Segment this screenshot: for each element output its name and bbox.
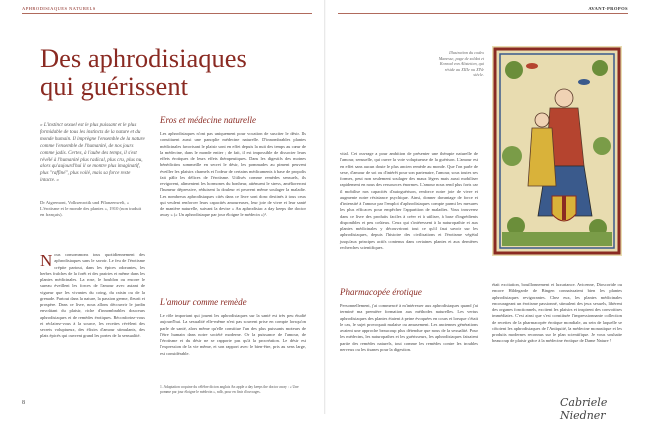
section-heading-amour: L'amour comme remède (160, 297, 247, 307)
title-line-2: qui guérissent (40, 71, 188, 101)
illustration-caption: Illustration du codex Manesse, page de soldat et Konrad von Altstetten, qui réside au XIIIe ou XIVe siècle. (438, 50, 484, 77)
section-text-pharma: Personnellement, j'ai commencé à m'intéresser aux aphrodisiaques quand j'ai terminé ma première formation aux méthodes naturelles. Les vertus aphrodisiaques des plantes étaient à peine évoquées en cours et lorsque c'était le cas, le sujet provoquait malaise ou amusement. Les anciennes générations avaient une approche beaucoup plus détendue que nous de la sexualité. Pour les médecins, les naturopathes et les guérisseurs, les aphrodisiaques faisaient partie des remèdes naturels, tout comme les remèdes contre les troubles nerveux ou les tisanes pour la digestion. (340, 303, 478, 352)
page-title (40, 44, 320, 100)
body-text-right-1: vital. Cet ouvrage a pour ambition de présenter une thérapie naturelle de l'amour, sensuelle, qui ouvre la voie voluptueuse de la guérison. L'amour est en effet sans aucun doute le plus ancien remède au monde. Que l'on parle de sexe, d'amour de soi ou d'intérêt pour son partenaire, l'amour, sous toutes ses formes, peut non seulement soulager des maux légers mais aussi mobiliser rapidement en nous des ressources énormes. L'amour nous rend plus forts car il mobilise nos capacités d'autoguérison, renforce notre joie de vivre et augmente notre résistance psychique. Ainsi, donner davantage de force et d'intensité à l'amour par l'emploi d'aphrodisiaques compte parmi les mesures les plus efficaces pour empêcher l'apparition de maladies. Vous trouverez dans ce livre des produits faciles à créer et à utiliser, à base d'ingrédients disponibles et peu coûteux. Ceux qui s'intéressent à la naturopathie et aux plantes médicinales y découvriront tout ce qu'il faut savoir sur les aphrodisiaques, depuis l'histoire des civilisations et l'érotisme végétal jusqu'aux principes actifs contenus dans certaines plantes et aux dernières recherches scientifiques. (340, 151, 478, 250)
section-text-amour: Le rôle important qui jouent les aphrodisiaques sur la santé est très peu étudié aujourd'hui. La sexualité elle-même n'est pas souvent prise en compte lorsqu'on parle de santé, alors même qu'elle constitue l'un des plus puissants moteurs de l'être humain dans notre société moderne. Or la puissance de l'amour, de l'érotisme et du désir ne se rapporte pas qu'à la procréation. Le désir est l'expression de la vie même, et son rapport avec le bien-être, pris au sens large, est considérable. (160, 313, 306, 356)
section-text-eros: Les aphrodisiaques n'ont pas uniquement pour vocation de susciter le désir. Ils constituent aussi une panoplie médecine naturelle. D'innombrables plantes médicinales favorisant le plaisir sont en effet depuis la nuit des temps au cœur de la médecine, dans le monde entier ; de fait, il est impossible de dissocier leurs effets érotiques de leurs effets thérapeutiques. Dans les digestifs des moines bénédictins sommeille en secret le désir, les pommades au piment peuvent éveiller les plaisirs charnels et l'odeur de certains médicaments à base de propolis fait pâlir les délices de l'érotisme. Utilisés comme remèdes sensuels, ils revigorent, alimentent les hormones du bonheur, atténuent le stress, amélioreront l'humeur dépressive, réduisent la douleur et peuvent même soulager la maladie. Les nombreux aphrodisiaques cités dans ce livre sont donc destinés à tous ceux qui veulent renforcer leurs capacités amoureuses, leur joie de vivre et leur santé de manière naturelle, suivant la devise « An aphrodisiac a day keeps the doctor away » (« Un aphrodisiaque par jour éloigne le médecin »)¹. (160, 131, 306, 218)
author-signature: Cabriele Niedner (560, 396, 608, 422)
running-head-left: APHRODISIAQUES NATURELS (22, 6, 96, 11)
page-gutter (324, 0, 326, 414)
header-rule-right (338, 13, 628, 14)
body-text-right-2: était excitation, bouillonnement et luxuriance. Avicenne, Dioscoride ou encore Hildegarde de Bingen connaissaient bien les plantes aphrodisiaques revigorantes. Chez eux, les plantes médicinales encourageant un érotisme passionné, stimulent des jeux sexuels, libèrent des organes fonctionnels, excitent les plaisirs et inspirent des convoitises immédiates. C'est ainsi que s'est constituée l'impressionnante collection de recettes de la pharmacopée érotique mondiale, au sein de laquelle se côtoient les aphrodisiaques de l'Antiquité, la médecine monastique et les produits modernes reconnus sur le plan scientifique. Je vous souhaite beaucoup de plaisir grâce à la médecine érotique de Dame Nature ! (492, 282, 622, 344)
illustration-image (492, 46, 622, 256)
page-number: 8 (22, 400, 25, 406)
epigraph-source: Dr Aigremont, Volksenrotik und Pflanzenwelt, « L'érotisme et le monde des plantes », 1910 (non traduit en français). (40, 200, 142, 217)
intro-text: ous consommons tous quotidiennement des aphrodisiaques sans le savoir. Le feu de l'érotisme crépite partout, dans les épices odorantes, les herbes fraîches de la forêt et des prairies et même dans les plantes médicinales. La rose, le houblon ou encore le sureau éveillent les forces de l'amour avec autant de vigueur que les vivantes du coing, du raisin ou de la grenade. Partout dans la nature, la passion germe, fleurit et prospère. Dans ce livre, nous allons découvrir le jardin envoûtant du plaisir, riche d'innombrables douceurs aphrodisiaques et de remèdes érotiques. Réconfortez-vous et réclairez-vous à la source, les recettes révèlent des secrets voluptueux, des élixirs d'amour stimulants, des plats épicés qui ouvrent grand les portes de la sensualité. (40, 252, 145, 339)
footnote: 1. Adaptation coquine du célèbre dicton anglais An apple a day keeps the doctor away : « Une pomme par jour éloigne le médecin », ndlr, pour en finir d'ouvrages. (160, 385, 299, 394)
section-heading-pharma: Pharmacopée érotique (340, 287, 422, 297)
title-line-1: Des aphrodisiaques (40, 43, 247, 73)
section-heading-eros: Eros et médecine naturelle (160, 115, 257, 125)
running-head-right: AVANT-PROPOS (588, 6, 628, 11)
header-rule-left (22, 13, 312, 14)
epigraph-quote: « L'instinct sexuel est le plus puissant et le plus formidable de tous les instincts de la nature et du monde humain. Il imprègne l'ensemble de la nature comme l'ensemble de l'humanité, de nos jours comme jadis. Certes, à l'aube des temps, il s'est révélé à l'humanité plus radical, plus cru, plus nu, alors qu'aujourd'hui il se montre plus imaginatif, plus "raffiné", plus voilé, mais sa force reste intacte. » (40, 122, 145, 184)
manuscript-illustration (492, 46, 622, 256)
dropcap: N (40, 251, 53, 270)
intro-paragraph (40, 252, 145, 340)
